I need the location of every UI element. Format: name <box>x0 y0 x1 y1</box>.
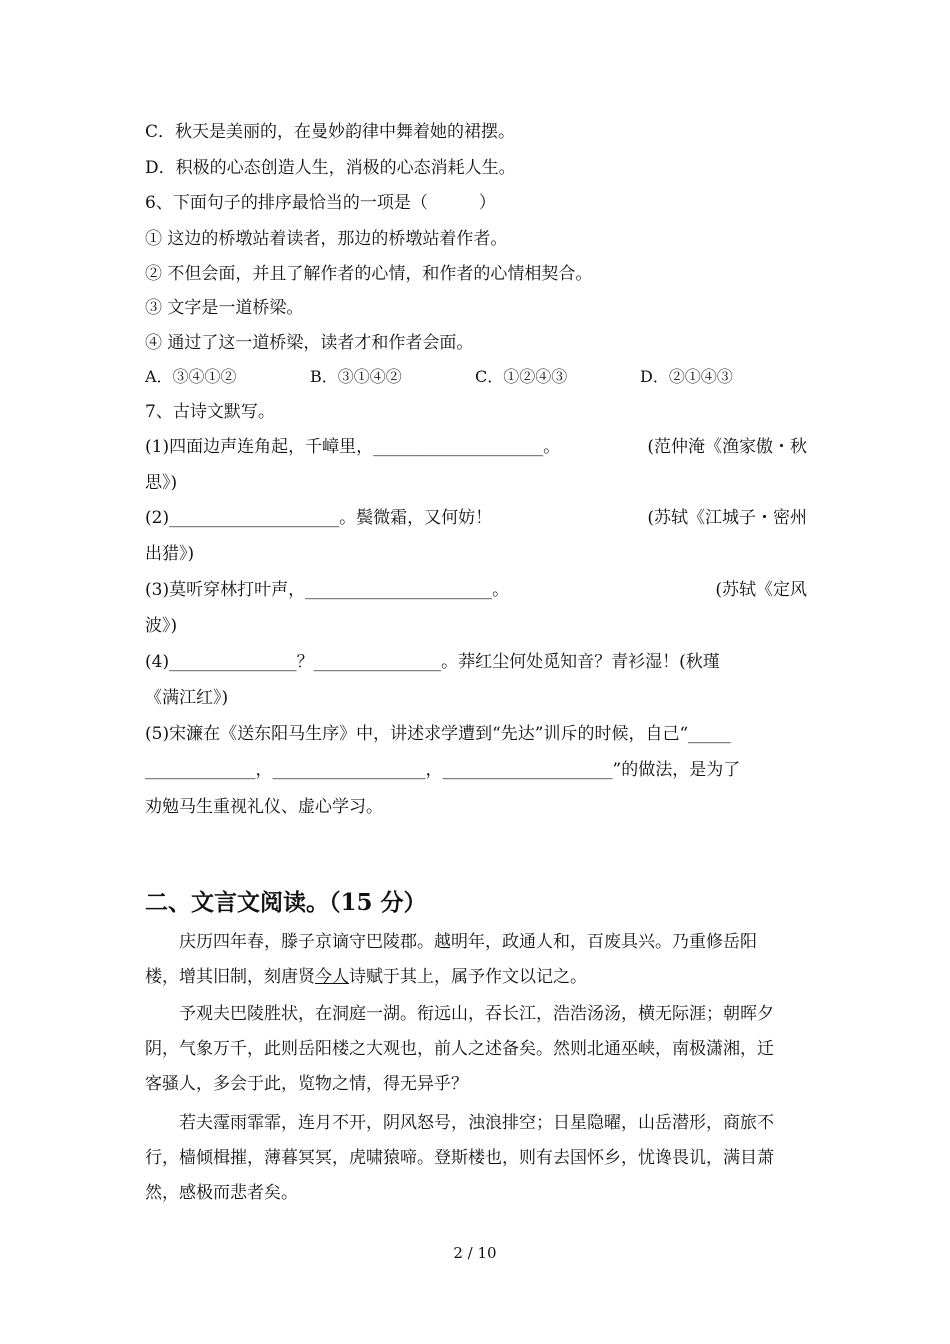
poem-3-source-cont: 波》) <box>145 616 178 636</box>
answer-option-a: A．③④①② <box>145 367 237 386</box>
answer-option-c: C．①②④③ <box>475 367 568 386</box>
option-c-line: C．秋天是美丽的，在曼妙韵律中舞着她的裙摆。 <box>145 122 516 142</box>
poem-5-line-2: _____________，__________________，____________________”的做法，是为了 <box>145 760 741 780</box>
classical-paragraph-1 <box>145 925 807 995</box>
question-6: 6、下面句子的排序最恰当的一项是（ ） <box>145 193 496 213</box>
poem-4-line: (4)_______________？_______________。莽红尘何处觅知音？青衫湿！(秋瑾 <box>145 652 720 672</box>
poem-2-source-cont: 出猎》) <box>145 544 195 564</box>
paragraph-3-line-2: 行，樯倾楫摧，薄暮冥冥，虎啸猿啼。登斯楼也，则有去国怀乡，忧谗畏讥，满目萧 <box>145 1148 774 1168</box>
poem-3-source: (苏轼《定风 <box>715 580 807 600</box>
answer-option-d: D．②①④③ <box>640 367 733 386</box>
poem-5-line-1: (5)宋濂在《送东阳马生序》中，讲述求学遭到“先达”训斥的时候，自己“_____ <box>145 724 731 744</box>
poem-3-line <box>145 578 807 602</box>
poem-2-text: (2)____________________。鬓微霜，又何妨！ <box>145 508 493 528</box>
paragraph-2-line-1: 予观夫巴陵胜状，在洞庭一湖。衔远山，吞长江，浩浩汤汤，横无际涯；朝晖夕 <box>179 1004 774 1024</box>
classical-paragraph-3 <box>145 1106 807 1211</box>
paragraph-3-line-1: 若夫霪雨霏霏，连月不开，阴风怒号，浊浪排空；日星隐曜，山岳潜形，商旅不 <box>179 1113 774 1133</box>
question-7: 7、古诗文默写。 <box>145 402 275 422</box>
poem-1-text: (1)四面边声连角起，千嶂里，____________________。 <box>145 437 561 457</box>
poem-1-line <box>145 435 807 459</box>
section-2-heading: 二、文言文阅读。（15 分） <box>145 889 427 916</box>
poem-1-source: (范仲淹《渔家傲・秋 <box>647 437 807 457</box>
poem-4-source: 《满江红》) <box>145 688 229 708</box>
sentence-2: ② 不但会面，并且了解作者的心情，和作者的心情相契合。 <box>145 264 593 284</box>
poem-2-line <box>145 506 807 530</box>
poem-5-line-3: 劝勉马生重视礼仪、虚心学习。 <box>145 797 383 817</box>
poem-2-source: (苏轼《江城子・密州 <box>647 508 807 528</box>
sentence-4: ④ 通过了这一道桥梁，读者才和作者会面。 <box>145 333 474 353</box>
paragraph-2-line-3: 客骚人，多会于此，览物之情，得无异乎？ <box>145 1074 468 1094</box>
page-number: 2 / 10 <box>453 1244 497 1262</box>
classical-paragraph-2 <box>145 997 807 1102</box>
option-d-line: D．积极的心态创造人生，消极的心态消耗人生。 <box>145 158 516 178</box>
sentence-1: ① 这边的桥墩站着读者，那边的桥墩站着作者。 <box>145 229 508 249</box>
sentence-3: ③ 文字是一道桥梁。 <box>145 298 304 318</box>
paragraph-1-line-1: 庆历四年春，滕子京谪守巴陵郡。越明年，政通人和，百废具兴。乃重修岳阳 <box>179 932 757 952</box>
paragraph-3-line-3: 然，感极而悲者矣。 <box>145 1183 298 1203</box>
paragraph-1-line-2: 楼，增其旧制，刻唐贤今人诗赋于其上，属予作文以记之。 <box>145 967 587 987</box>
poem-3-text: (3)莫听穿林打叶声，______________________。 <box>145 580 510 600</box>
underlined-term: 今人 <box>315 967 349 987</box>
paragraph-2-line-2: 阴，气象万千，此则岳阳楼之大观也，前人之述备矣。然则北通巫峡，南极潇湘，迁 <box>145 1039 774 1059</box>
poem-1-source-cont: 思》) <box>145 473 178 493</box>
answer-option-b: B．③①④② <box>310 367 402 386</box>
